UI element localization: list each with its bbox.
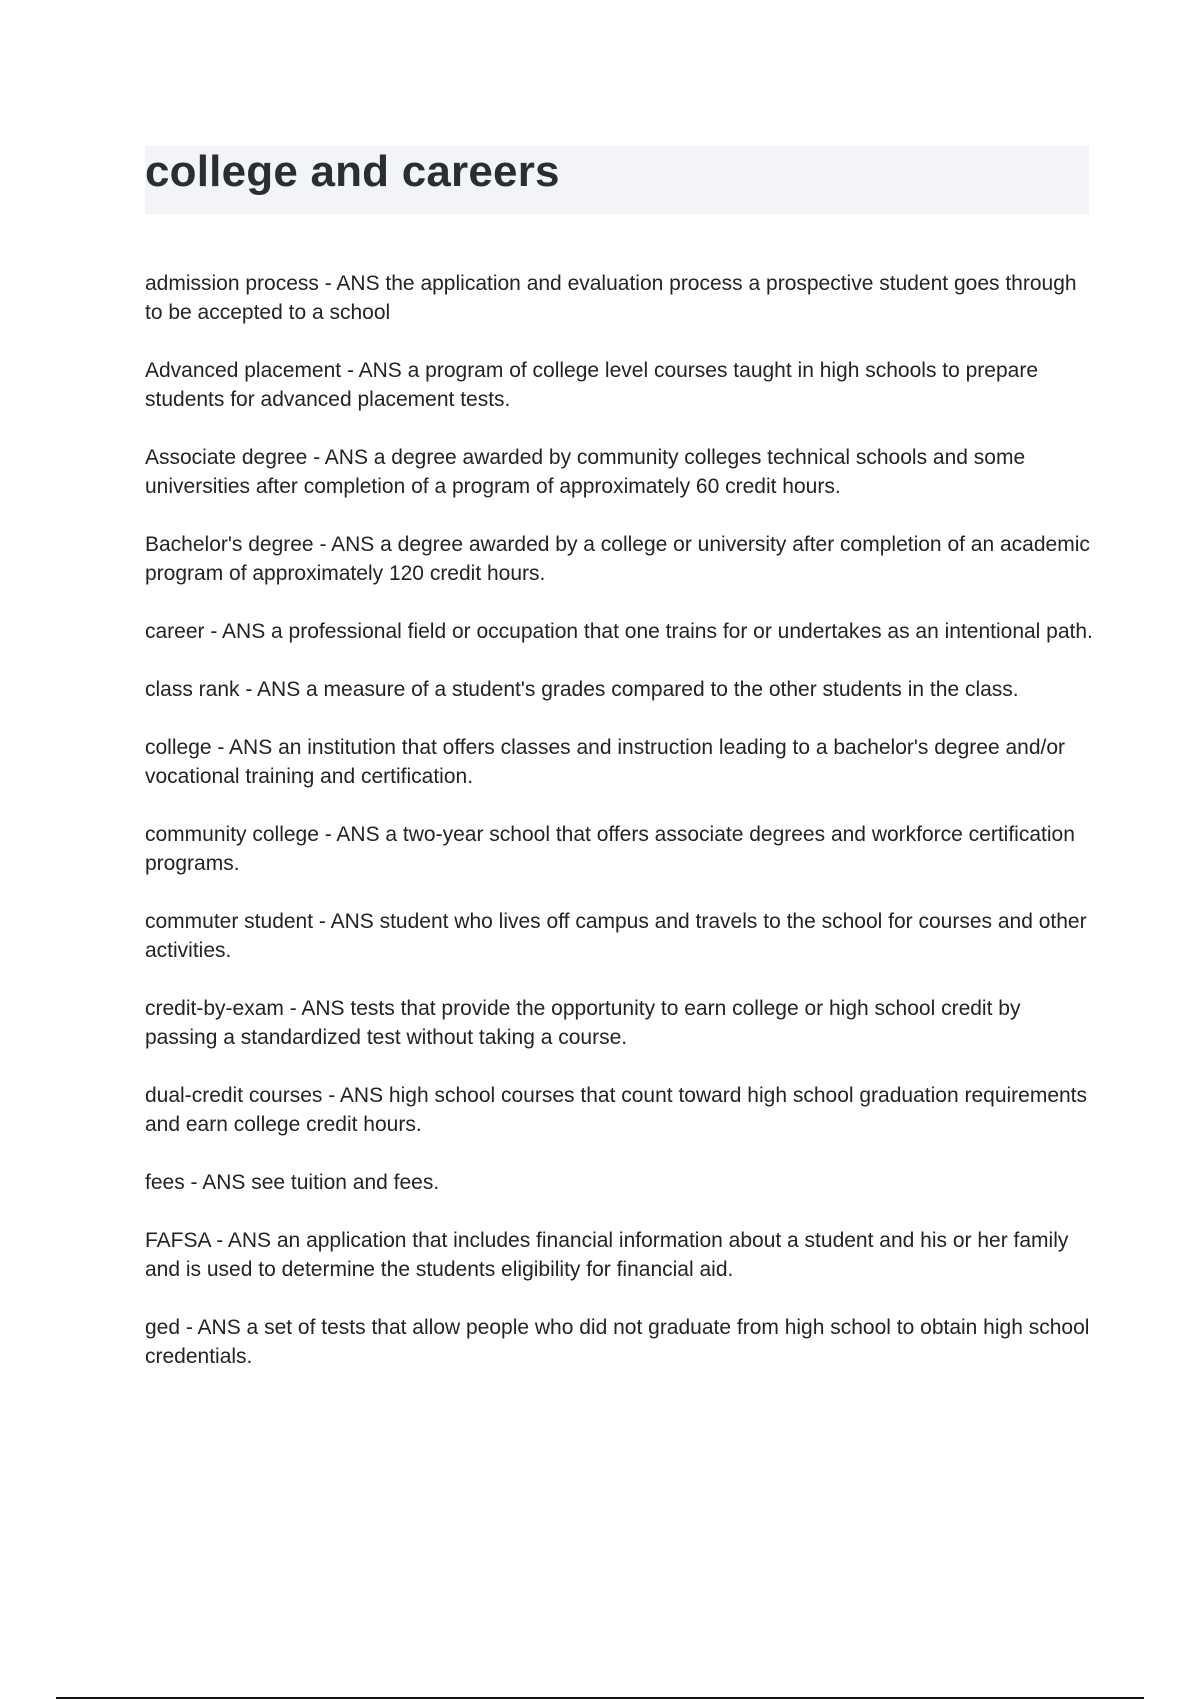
glossary-entry-class-rank: class rank - ANS a measure of a student's grades compared to the other students in the class. xyxy=(145,678,1019,701)
page-title: college and careers xyxy=(145,147,560,196)
footer-divider xyxy=(56,1697,1144,1699)
glossary-entry-associate-degree: Associate degree - ANS a degree awarded by community colleges technical schools and some universities after completion of a program of approximately 60 credit hours. xyxy=(145,446,1026,498)
glossary-entry-credit-by-exam: credit-by-exam - ANS tests that provide the opportunity to earn college or high school credit by passing a standardized test without taking a course. xyxy=(145,997,1021,1049)
glossary-entry-career: career - ANS a professional field or occupation that one trains for or undertakes as an intentional path. xyxy=(145,620,1093,643)
glossary-entry-bachelors-degree: Bachelor's degree - ANS a degree awarded by a college or university after completion of an academic program of approximately 120 credit hours. xyxy=(145,533,1090,585)
glossary-entry-ged: ged - ANS a set of tests that allow people who did not graduate from high school to obtain high school credentials. xyxy=(145,1316,1090,1368)
glossary-entry-commuter-student: commuter student - ANS student who lives off campus and travels to the school for courses and other activities. xyxy=(145,910,1087,962)
glossary-entry-fafsa: FAFSA - ANS an application that includes financial information about a student and his or her family and is used to determine the students eligibility for financial aid. xyxy=(145,1229,1069,1281)
glossary-entry-community-college: community college - ANS a two-year school that offers associate degrees and workforce certification programs. xyxy=(145,823,1075,875)
glossary-entry-college: college - ANS an institution that offers classes and instruction leading to a bachelor's degree and/or vocational training and certification. xyxy=(145,736,1066,788)
glossary-entry-advanced-placement: Advanced placement - ANS a program of college level courses taught in high schools to prepare students for advanced placement tests. xyxy=(145,359,1039,411)
glossary-entry-fees: fees - ANS see tuition and fees. xyxy=(145,1171,440,1194)
glossary-entry-admission-process: admission process - ANS the application and evaluation process a prospective student goes through to be accepted to a school xyxy=(145,272,1077,324)
glossary-list xyxy=(145,269,1095,1400)
glossary-entry-dual-credit-courses: dual-credit courses - ANS high school courses that count toward high school graduation requirements and earn college credit hours. xyxy=(145,1084,1088,1136)
